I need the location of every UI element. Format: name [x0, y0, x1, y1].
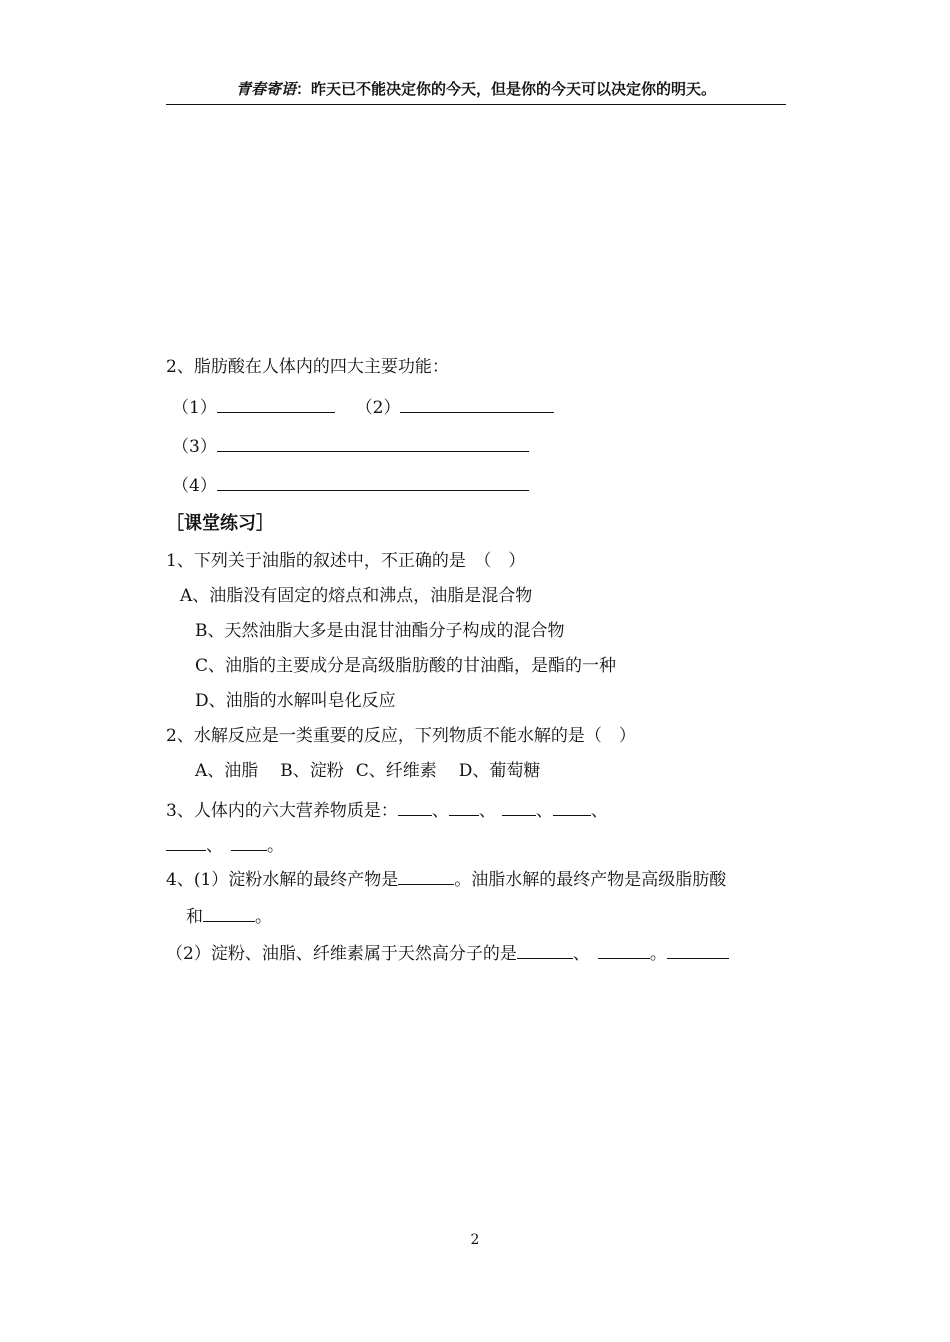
function-1-label: （1） [172, 398, 217, 418]
function-3-label: （3） [172, 437, 217, 457]
function-4-label: （4） [172, 476, 217, 496]
q4-blank-5[interactable] [667, 940, 729, 959]
function-4-blank[interactable] [217, 472, 529, 491]
q2-option-b: B、淀粉 [280, 761, 344, 781]
q4-blank-4[interactable] [598, 940, 650, 959]
q4-part1-d: 。 [255, 907, 272, 927]
q4-line-2 [186, 903, 272, 929]
q3-sep-4: 、 [590, 801, 608, 821]
function-3-blank[interactable] [217, 433, 529, 452]
q4-part2-c: 。 [649, 944, 667, 964]
q4-blank-3[interactable] [517, 940, 573, 959]
q3-blank-1[interactable] [398, 797, 432, 816]
q3-blank-3[interactable] [502, 797, 536, 816]
q2-option-c: C、纤维素 [355, 761, 437, 781]
function-line-4 [172, 472, 529, 498]
q1-option-d: D、油脂的水解叫皂化反应 [195, 691, 396, 711]
q3-blank-6[interactable] [231, 832, 267, 851]
q3-sep-5: 、 [206, 836, 223, 856]
page-number: 2 [470, 1232, 480, 1248]
q3-stem: 3、人体内的六大营养物质是： [166, 801, 398, 821]
function-2-label: （2） [355, 398, 401, 418]
page-header [166, 78, 786, 105]
q3-sep-2: 、 [478, 801, 496, 821]
practice-heading: ［课堂练习］ [166, 513, 274, 534]
q2-option-a: A、油脂 [195, 761, 259, 781]
function-2-blank[interactable] [400, 394, 554, 413]
q3-end: 。 [267, 836, 284, 856]
q4-line-1 [166, 866, 726, 892]
function-1-blank[interactable] [217, 394, 335, 413]
q1-option-a: A、油脂没有固定的熔点和沸点，油脂是混合物 [180, 586, 533, 606]
q4-part1-c: 和 [186, 907, 203, 927]
q4-blank-2[interactable] [203, 903, 255, 922]
q3-sep-3: 、 [535, 801, 553, 821]
q2-option-d: D、葡萄糖 [458, 761, 541, 781]
q3-blank-4[interactable] [553, 797, 591, 816]
q4-part2-a: （2）淀粉、油脂、纤维素属于天然高分子的是 [166, 944, 517, 964]
q1-stem: 1、下列关于油脂的叙述中，不正确的是 （ ） [166, 551, 526, 571]
q2-stem: 2、水解反应是一类重要的反应，下列物质不能水解的是（ ） [166, 726, 636, 746]
q1-option-c: C、油脂的主要成分是高级脂肪酸的甘油酯，是酯的一种 [195, 656, 617, 676]
section2-title: 2、脂肪酸在人体内的四大主要功能： [166, 357, 449, 377]
q3-line-1 [166, 797, 608, 823]
q1-option-b: B、天然油脂大多是由混甘油酯分子构成的混合物 [195, 621, 565, 641]
header-text: 昨天已不能决定你的今天，但是你的今天可以决定你的明天。 [311, 80, 717, 98]
header-label: 青春寄语 [235, 80, 296, 98]
q4-line-3 [166, 940, 729, 966]
q3-blank-5[interactable] [166, 832, 206, 851]
q3-line-2 [166, 832, 284, 858]
header-colon: ： [295, 80, 311, 98]
function-line-1 [172, 394, 554, 420]
q4-part2-b: 、 [572, 944, 590, 964]
q4-blank-1[interactable] [398, 866, 454, 885]
function-line-3 [172, 433, 529, 459]
q3-blank-2[interactable] [449, 797, 479, 816]
q4-part1-a: 4、(1）淀粉水解的最终产物是 [166, 870, 399, 890]
q4-part1-b: 。油脂水解的最终产物是高级脂肪酸 [454, 870, 727, 890]
q2-options [195, 759, 540, 783]
q3-sep-1: 、 [431, 801, 449, 821]
